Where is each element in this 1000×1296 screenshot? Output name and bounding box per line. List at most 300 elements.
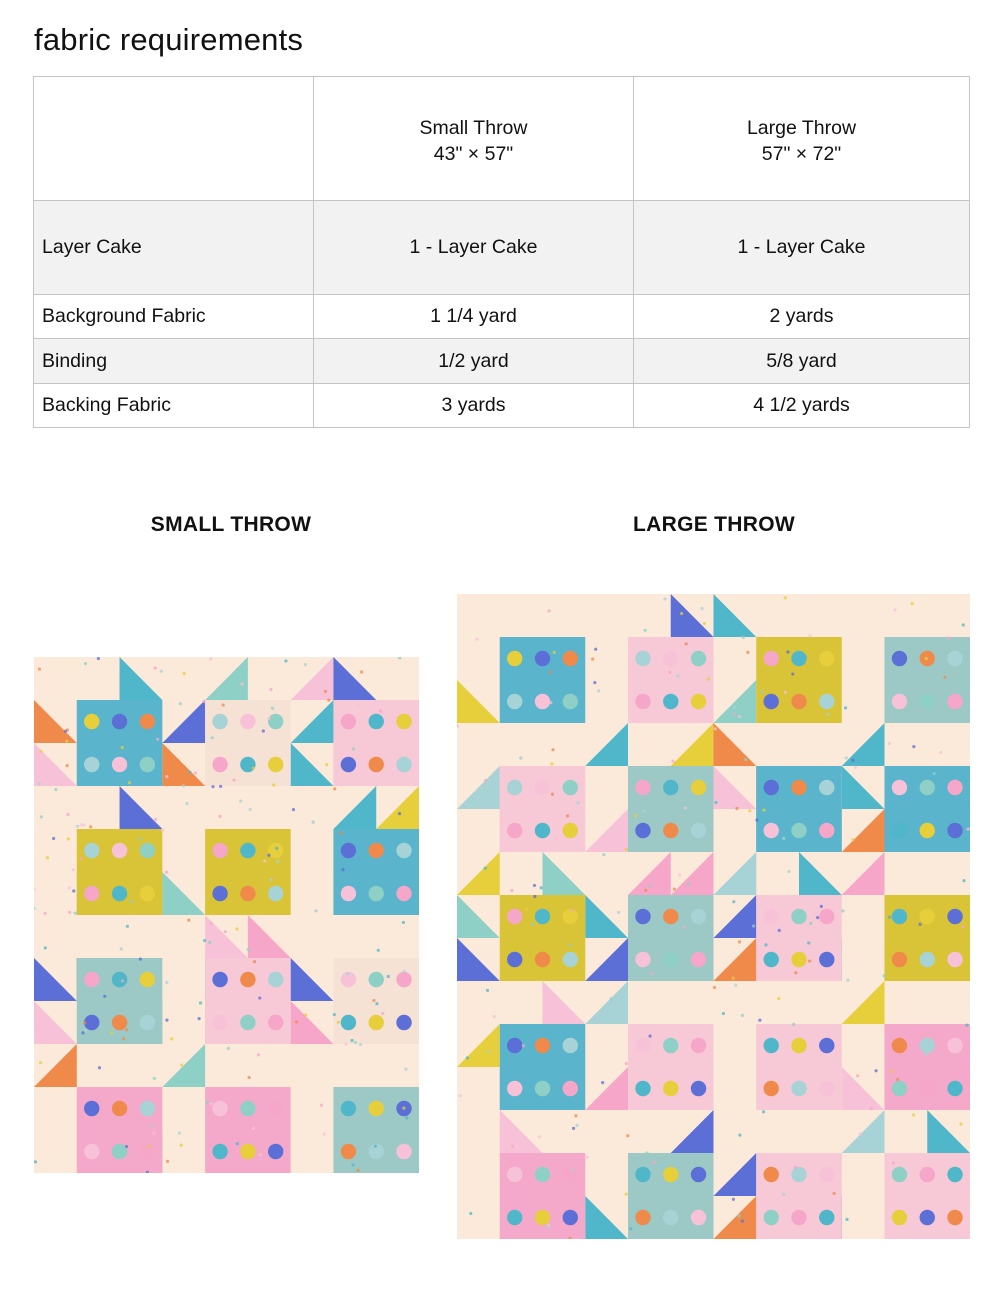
quilt-dot — [551, 793, 554, 796]
quilt-print-motif — [369, 757, 384, 772]
quilt-print-motif — [341, 1015, 356, 1030]
quilt-dot — [551, 748, 554, 751]
quilt-dot — [208, 941, 211, 944]
quilt-dot — [156, 738, 159, 741]
quilt-print-motif — [920, 1081, 935, 1096]
quilt-dot — [888, 916, 891, 919]
quilt-print-motif — [507, 1210, 522, 1225]
quilt-dot — [346, 972, 349, 975]
quilt-print-block — [500, 1153, 586, 1239]
quilt-dot — [341, 868, 344, 871]
quilt-print-motif — [112, 1101, 127, 1116]
quilt-dot — [882, 974, 885, 977]
quilt-dot — [732, 900, 735, 903]
quilt-print-motif — [947, 909, 962, 924]
quilt-dot — [180, 1063, 183, 1066]
quilt-dot — [856, 1074, 859, 1077]
quilt-dot — [794, 1166, 797, 1169]
quilt-dot — [292, 808, 295, 811]
quilt-dot — [911, 602, 914, 605]
quilt-dot — [66, 764, 69, 767]
quilt-dot — [222, 703, 225, 706]
quilt-dot — [833, 1192, 836, 1195]
quilt-dot — [352, 747, 355, 750]
quilt-dot — [732, 977, 735, 980]
quilt-dot — [510, 889, 513, 892]
quilt-print-motif — [764, 1210, 779, 1225]
quilt-print-block — [885, 1153, 971, 1239]
quilt-print-motif — [535, 909, 550, 924]
quilt-dot — [784, 691, 787, 694]
quilt-dot — [569, 943, 572, 946]
quilt-print-motif — [563, 909, 578, 924]
quilt-dot — [553, 651, 556, 654]
large-value: 1 - Layer Cake — [634, 201, 970, 295]
quilt-print-motif — [240, 1101, 255, 1116]
quilt-dot — [851, 759, 854, 762]
quilt-dot — [593, 681, 596, 684]
quilt-print-block — [77, 700, 163, 786]
quilt-dot — [784, 596, 787, 599]
quilt-dot — [374, 1145, 377, 1148]
quilt-dot — [150, 1124, 153, 1127]
quilt-print-block — [77, 1087, 163, 1173]
quilt-print-motif — [268, 757, 283, 772]
quilt-dot — [165, 981, 168, 984]
quilt-print-motif — [84, 886, 99, 901]
quilt-print-motif — [369, 1015, 384, 1030]
quilt-dot — [46, 856, 49, 859]
quilt-print-motif — [341, 843, 356, 858]
quilt-dot — [81, 1031, 84, 1034]
quilt-dot — [965, 1024, 968, 1027]
row-label: Binding — [34, 339, 314, 384]
quilt-print-motif — [563, 780, 578, 795]
quilt-dot — [333, 1013, 336, 1016]
quilt-dot — [585, 1155, 588, 1158]
quilt-print-motif — [635, 780, 650, 795]
quilt-dot — [275, 847, 278, 850]
quilt-print-motif — [791, 1038, 806, 1053]
quilt-dot — [733, 712, 736, 715]
quilt-print-motif — [535, 780, 550, 795]
quilt-dot — [752, 924, 755, 927]
quilt-dot — [154, 818, 157, 821]
quilt-dot — [738, 940, 741, 943]
quilt-print-motif — [892, 1210, 907, 1225]
quilt-print-motif — [791, 823, 806, 838]
large-value: 2 yards — [634, 295, 970, 339]
quilt-dot — [794, 971, 797, 974]
quilt-print-motif — [819, 1081, 834, 1096]
quilt-dot — [183, 672, 186, 675]
quilt-dot — [918, 923, 921, 926]
quilt-print-motif — [892, 780, 907, 795]
quilt-print-motif — [507, 1081, 522, 1096]
quilt-dot — [466, 1056, 469, 1059]
quilt-print-motif — [369, 886, 384, 901]
quilt-print-motif — [691, 909, 706, 924]
quilt-print-motif — [691, 780, 706, 795]
quilt-print-motif — [140, 1015, 155, 1030]
quilt-dot — [601, 1081, 604, 1084]
quilt-print-motif — [112, 886, 127, 901]
quilt-dot — [179, 702, 182, 705]
quilt-print-block — [205, 958, 291, 1044]
quilt-dot — [762, 809, 765, 812]
quilt-print-motif — [819, 1210, 834, 1225]
quilt-print-motif — [563, 651, 578, 666]
quilt-print-motif — [535, 952, 550, 967]
small-value: 1 - Layer Cake — [314, 201, 634, 295]
quilt-print-motif — [396, 972, 411, 987]
quilt-dot — [734, 984, 737, 987]
quilt-dot — [72, 868, 75, 871]
quilt-dot — [327, 699, 330, 702]
quilt-print-motif — [140, 972, 155, 987]
quilt-dot — [707, 677, 710, 680]
quilt-dot — [257, 1053, 260, 1056]
quilt-print-motif — [635, 1081, 650, 1096]
quilt-print-motif — [84, 843, 99, 858]
quilt-print-motif — [84, 714, 99, 729]
table-row — [34, 201, 970, 295]
quilt-dot — [678, 873, 681, 876]
quilt-dot — [210, 922, 213, 925]
quilt-dot — [617, 911, 620, 914]
quilt-print-motif — [947, 780, 962, 795]
quilt-print-block — [885, 895, 971, 981]
quilt-dot — [959, 1122, 962, 1125]
quilt-dot — [645, 1151, 648, 1154]
quilt-dot — [892, 1162, 895, 1165]
quilt-print-motif — [920, 823, 935, 838]
quilt-dot — [120, 947, 123, 950]
quilt-dot — [381, 1012, 384, 1015]
quilt-print-motif — [341, 1101, 356, 1116]
quilt-print-motif — [635, 823, 650, 838]
quilt-print-motif — [819, 651, 834, 666]
quilt-print-motif — [791, 780, 806, 795]
quilt-dot — [912, 745, 915, 748]
small-value: 1 1/4 yard — [314, 295, 634, 339]
quilt-dot — [375, 1002, 378, 1005]
quilt-print-motif — [268, 972, 283, 987]
quilt-print-block — [885, 1024, 971, 1110]
quilt-print-motif — [764, 1038, 779, 1053]
quilt-print-motif — [764, 651, 779, 666]
quilt-dot — [295, 1020, 298, 1023]
quilt-dot — [74, 912, 77, 915]
quilt-print-motif — [764, 1081, 779, 1096]
quilt-print-motif — [535, 1210, 550, 1225]
quilt-dot — [405, 1116, 408, 1119]
quilt-dot — [742, 636, 745, 639]
quilt-print-motif — [212, 1015, 227, 1030]
quilt-dot — [79, 823, 82, 826]
quilt-dot — [758, 1019, 761, 1022]
quilt-print-motif — [112, 1015, 127, 1030]
quilt-dot — [263, 859, 266, 862]
quilt-dot — [550, 762, 553, 765]
quilt-dot — [89, 825, 92, 828]
quilt-print-motif — [507, 780, 522, 795]
quilt-print-motif — [341, 714, 356, 729]
quilt-print-motif — [563, 1081, 578, 1096]
quilt-print-motif — [663, 1038, 678, 1053]
quilt-dot — [912, 1113, 915, 1116]
quilt-dot — [379, 710, 382, 713]
quilt-print-motif — [341, 1144, 356, 1159]
quilt-dot — [538, 1135, 541, 1138]
quilt-print-motif — [691, 1210, 706, 1225]
quilt-dot — [827, 713, 830, 716]
quilt-dot — [845, 1218, 848, 1221]
quilt-print-motif — [947, 651, 962, 666]
quilt-print-motif — [112, 757, 127, 772]
quilt-dot — [268, 717, 271, 720]
quilt-dot — [814, 912, 817, 915]
quilt-dot — [262, 729, 265, 732]
quilt-print-block — [205, 1087, 291, 1173]
quilt-print-motif — [240, 843, 255, 858]
quilt-dot — [648, 1034, 651, 1037]
quilt-dot — [148, 855, 151, 858]
quilt-dot — [925, 657, 928, 660]
quilt-dot — [816, 916, 819, 919]
quilt-dot — [311, 820, 314, 823]
small-throw-heading: SMALL THROW — [150, 513, 312, 536]
quilt-dot — [807, 941, 810, 944]
quilt-dot — [170, 1037, 173, 1040]
quilt-print-motif — [240, 886, 255, 901]
quilt-dot — [684, 806, 687, 809]
quilt-dot — [962, 879, 965, 882]
row-label: Layer Cake — [34, 201, 314, 295]
quilt-dot — [602, 853, 605, 856]
quilt-print-motif — [396, 886, 411, 901]
quilt-dot — [722, 1012, 725, 1015]
quilt-dot — [187, 919, 190, 922]
quilt-dot — [533, 895, 536, 898]
quilt-dot — [648, 884, 651, 887]
quilt-dot — [738, 1133, 741, 1136]
quilt-dot — [933, 772, 936, 775]
quilt-print-motif — [892, 1167, 907, 1182]
quilt-print-motif — [920, 1210, 935, 1225]
quilt-dot — [121, 746, 124, 749]
quilt-dot — [859, 1132, 862, 1135]
quilt-dot — [713, 986, 716, 989]
quilt-print-motif — [791, 694, 806, 709]
quilt-dot — [764, 943, 767, 946]
quilt-dot — [469, 1212, 472, 1215]
quilt-print-motif — [369, 972, 384, 987]
quilt-dot — [83, 1021, 86, 1024]
quilt-dot — [98, 1066, 101, 1069]
quilt-dot — [252, 767, 255, 770]
quilt-print-block — [500, 637, 586, 723]
quilt-dot — [653, 1161, 656, 1164]
quilt-dot — [154, 667, 157, 670]
quilt-dot — [791, 672, 794, 675]
quilt-print-motif — [396, 843, 411, 858]
quilt-dot — [80, 857, 83, 860]
quilt-dot — [893, 608, 896, 611]
quilt-print-motif — [84, 1144, 99, 1159]
quilt-dot — [572, 1127, 575, 1130]
quilt-dot — [128, 781, 131, 784]
quilt-print-motif — [791, 1081, 806, 1096]
quilt-dot — [350, 1039, 353, 1042]
quilt-dot — [782, 837, 785, 840]
quilt-dot — [566, 814, 569, 817]
quilt-print-motif — [212, 972, 227, 987]
quilt-dot — [896, 1078, 899, 1081]
quilt-print-motif — [140, 714, 155, 729]
quilt-dot — [52, 837, 55, 840]
quilt-dot — [874, 1069, 877, 1072]
quilt-dot — [38, 667, 41, 670]
quilt-print-motif — [240, 757, 255, 772]
quilt-print-motif — [563, 1167, 578, 1182]
quilt-print-motif — [947, 1081, 962, 1096]
quilt-dot — [165, 775, 168, 778]
quilt-dot — [540, 886, 543, 889]
quilt-print-motif — [396, 1015, 411, 1030]
quilt-print-motif — [691, 1081, 706, 1096]
quilt-dot — [854, 766, 857, 769]
quilt-dot — [571, 1169, 574, 1172]
quilt-print-motif — [535, 1081, 550, 1096]
small-throw-quilt-image — [34, 657, 419, 1173]
quilt-dot — [160, 670, 163, 673]
quilt-dot — [890, 1070, 893, 1073]
quilt-print-motif — [84, 1015, 99, 1030]
quilt-print-motif — [112, 1144, 127, 1159]
quilt-print-motif — [663, 823, 678, 838]
quilt-dot — [625, 1062, 628, 1065]
quilt-print-motif — [691, 1038, 706, 1053]
quilt-dot — [337, 1021, 340, 1024]
quilt-print-motif — [819, 952, 834, 967]
quilt-dot — [930, 1136, 933, 1139]
quilt-dot — [777, 997, 780, 1000]
quilt-print-motif — [507, 1038, 522, 1053]
quilt-print-motif — [691, 651, 706, 666]
quilt-print-motif — [635, 909, 650, 924]
quilt-dot — [40, 815, 43, 818]
quilt-print-motif — [507, 823, 522, 838]
quilt-print-motif — [819, 780, 834, 795]
quilt-print-motif — [947, 1038, 962, 1053]
quilt-dot — [185, 802, 188, 805]
quilt-print-motif — [507, 952, 522, 967]
quilt-dot — [252, 1127, 255, 1130]
quilt-print-motif — [791, 909, 806, 924]
quilt-dot — [271, 707, 274, 710]
quilt-print-motif — [84, 757, 99, 772]
quilt-dot — [366, 869, 369, 872]
quilt-dot — [202, 700, 205, 703]
quilt-dot — [211, 785, 214, 788]
quilt-dot — [232, 779, 235, 782]
quilt-print-motif — [212, 714, 227, 729]
quilt-print-motif — [535, 651, 550, 666]
quilt-dot — [54, 788, 57, 791]
quilt-dot — [72, 889, 75, 892]
quilt-dot — [377, 949, 380, 952]
quilt-dot — [786, 650, 789, 653]
quilt-print-motif — [635, 1038, 650, 1053]
quilt-dot — [962, 623, 965, 626]
small-value: 3 yards — [314, 384, 634, 428]
quilt-dot — [247, 948, 250, 951]
quilt-dot — [778, 929, 781, 932]
quilt-print-block — [333, 829, 419, 915]
quilt-dot — [714, 801, 717, 804]
quilt-dot — [210, 1102, 213, 1105]
quilt-dot — [841, 909, 844, 912]
quilt-dot — [486, 989, 489, 992]
quilt-print-motif — [112, 714, 127, 729]
quilt-dot — [741, 1014, 744, 1017]
quilt-dot — [487, 1050, 490, 1053]
quilt-dot — [84, 1029, 87, 1032]
quilt-dot — [351, 1163, 354, 1166]
quilt-dot — [644, 629, 647, 632]
quilt-dot — [235, 927, 238, 930]
quilt-dot — [668, 671, 671, 674]
quilt-dot — [325, 763, 328, 766]
small-throw-name: Small Throw — [419, 116, 528, 139]
quilt-print-block — [77, 829, 163, 915]
quilt-dot — [267, 854, 270, 857]
quilt-print-motif — [920, 952, 935, 967]
quilt-dot — [97, 657, 100, 660]
quilt-dot — [943, 676, 946, 679]
quilt-print-block — [77, 958, 163, 1044]
quilt-dot — [549, 670, 552, 673]
quilt-dot — [939, 751, 942, 754]
quilt-print-motif — [819, 823, 834, 838]
quilt-dot — [249, 808, 252, 811]
large-throw-name: Large Throw — [746, 116, 857, 139]
table-header-row — [34, 77, 970, 201]
quilt-print-motif — [268, 714, 283, 729]
quilt-print-motif — [212, 886, 227, 901]
small-throw-size: 43" × 57" — [433, 142, 514, 165]
quilt-dot — [888, 742, 891, 745]
quilt-dot — [403, 970, 406, 973]
quilt-dot — [869, 1107, 872, 1110]
quilt-print-motif — [791, 952, 806, 967]
quilt-dot — [522, 1044, 525, 1047]
quilt-dot — [663, 597, 666, 600]
quilt-print-block — [628, 895, 714, 981]
quilt-dot — [391, 773, 394, 776]
quilt-dot — [284, 659, 287, 662]
quilt-dot — [387, 975, 390, 978]
quilt-dot — [147, 1145, 150, 1148]
quilt-print-motif — [507, 651, 522, 666]
quilt-dot — [121, 979, 124, 982]
quilt-print-motif — [507, 1167, 522, 1182]
large-throw-heading: LARGE THROW — [633, 513, 795, 536]
quilt-print-block — [756, 766, 842, 852]
quilt-dot — [56, 1038, 59, 1041]
quilt-dot — [68, 886, 71, 889]
